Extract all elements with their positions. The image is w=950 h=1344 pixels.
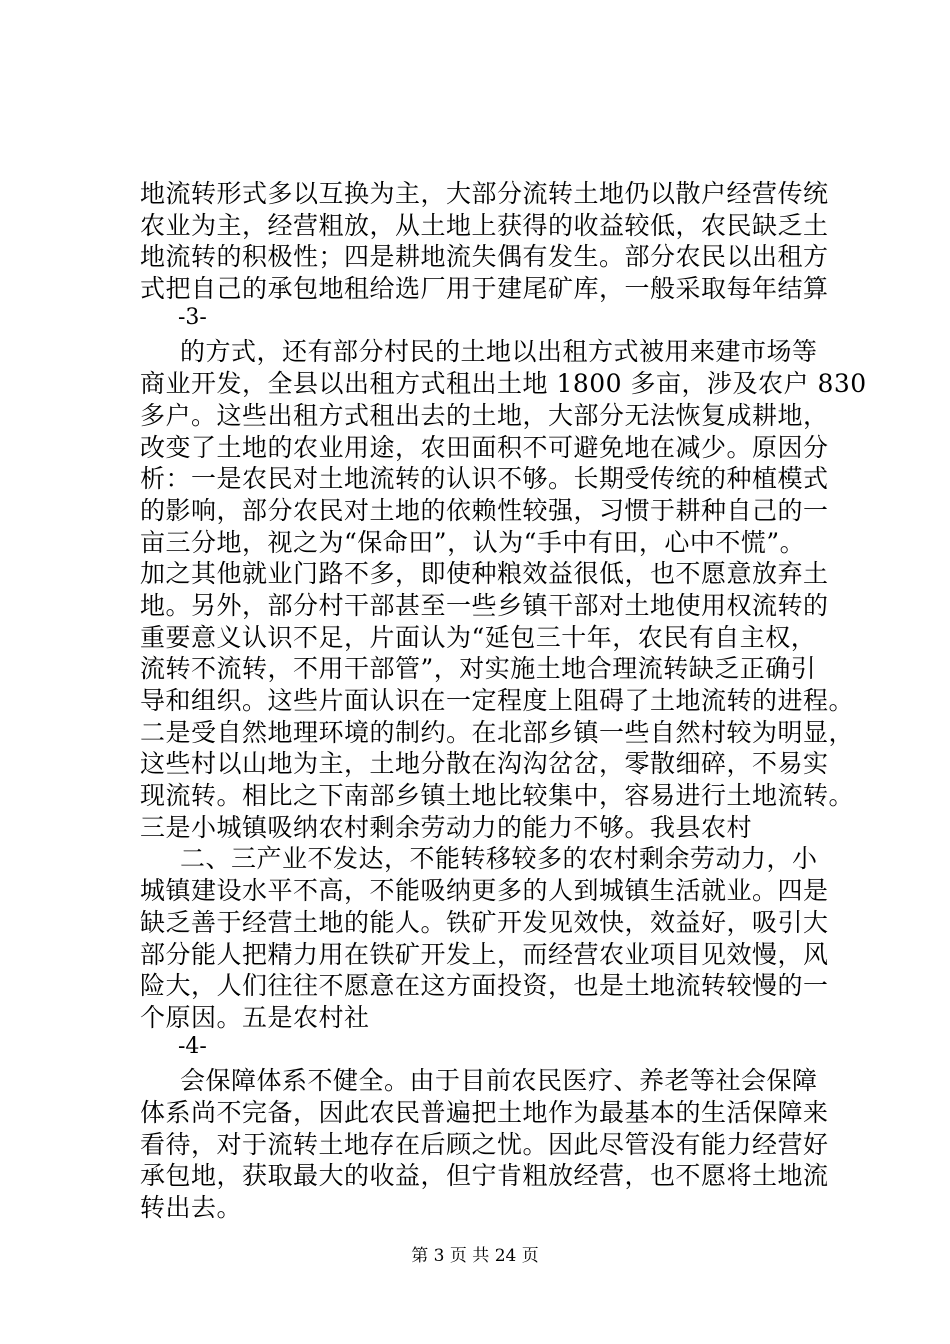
text-line: 的方式，还有部分村民的土地以出租方式被用来建市场等: [180, 337, 818, 366]
text-line: 承包地，获取最大的收益，但宁肯粗放经营，也不愿将土地流: [140, 1161, 829, 1190]
text-line: 三是小城镇吸纳农村剩余劳动力的能力不够。我县农村: [140, 813, 753, 842]
text-line: 二、三产业不发达，不能转移较多的农村剩余劳动力，小: [180, 844, 818, 873]
text-line: 部分能人把精力用在铁矿开发上，而经营农业项目见效慢，风: [140, 940, 829, 969]
text-line: 加之其他就业门路不多，即使种粮效益很低，也不愿意放弃土: [140, 559, 829, 588]
text-line: 个原因。五是农村社: [140, 1003, 370, 1032]
text-line: 析：一是农民对土地流转的认识不够。长期受传统的种植模式: [140, 464, 829, 493]
text-line: 重要意义认识不足，片面认为“延包三十年，农民有自主权，: [140, 623, 817, 652]
embedded-page-number: -3-: [178, 305, 207, 330]
text-line: 城镇建设水平不高，不能吸纳更多的人到城镇生活就业。四是: [140, 876, 829, 905]
text-line: 亩三分地，视之为“保命田”，认为“手中有田，心中不慌”。: [140, 528, 806, 557]
text-line: 商业开发，全县以出租方式租出土地 1800 多亩，涉及农户 830: [140, 369, 867, 398]
text-line: 转出去。: [140, 1193, 243, 1222]
text-line: 的影响，部分农民对土地的依赖性较强，习惯于耕种自己的一: [140, 496, 829, 525]
page-footer: 第 3 页 共 24 页: [411, 1246, 539, 1266]
embedded-page-number: -4-: [178, 1034, 207, 1059]
text-line: 二是受自然地理环境的制约。在北部乡镇一些自然村较为明显，: [140, 718, 855, 747]
text-line: 地流转形式多以互换为主，大部分流转土地仍以散户经营传统: [140, 179, 829, 208]
text-line: 现流转。相比之下南部乡镇土地比较集中，容易进行土地流转。: [140, 781, 855, 810]
text-line: 体系尚不完备，因此农民普遍把土地作为最基本的生活保障来: [140, 1098, 829, 1127]
text-line: 农业为主，经营粗放，从土地上获得的收益较低，农民缺乏土: [140, 211, 829, 240]
text-line: 改变了土地的农业用途，农田面积不可避免地在减少。原因分: [140, 433, 829, 462]
text-line: 会保障体系不健全。由于目前农民医疗、养老等社会保障: [180, 1066, 818, 1095]
text-line: 地流转的积极性；四是耕地流失偶有发生。部分农民以出租方: [140, 242, 829, 271]
text-line: 看待，对于流转土地存在后顾之忧。因此尽管没有能力经营好: [140, 1130, 829, 1159]
text-line: 险大，人们往往不愿意在这方面投资，也是土地流转较慢的一: [140, 971, 829, 1000]
text-line: 式把自己的承包地租给选厂用于建尾矿库，一般采取每年结算: [140, 274, 829, 303]
text-line: 导和组织。这些片面认识在一定程度上阻碍了土地流转的进程。: [140, 686, 855, 715]
text-line: 多户。这些出租方式租出去的土地，大部分无法恢复成耕地，: [140, 401, 829, 430]
text-line: 缺乏善于经营土地的能人。铁矿开发见效快，效益好，吸引大: [140, 908, 829, 937]
text-line: 这些村以山地为主，土地分散在沟沟岔岔，零散细碎，不易实: [140, 749, 829, 778]
text-line: 地。另外，部分村干部甚至一些乡镇干部对土地使用权流转的: [140, 591, 829, 620]
text-line: 流转不流转，不用干部管”，对实施土地合理流转缺乏正确引: [140, 654, 817, 683]
